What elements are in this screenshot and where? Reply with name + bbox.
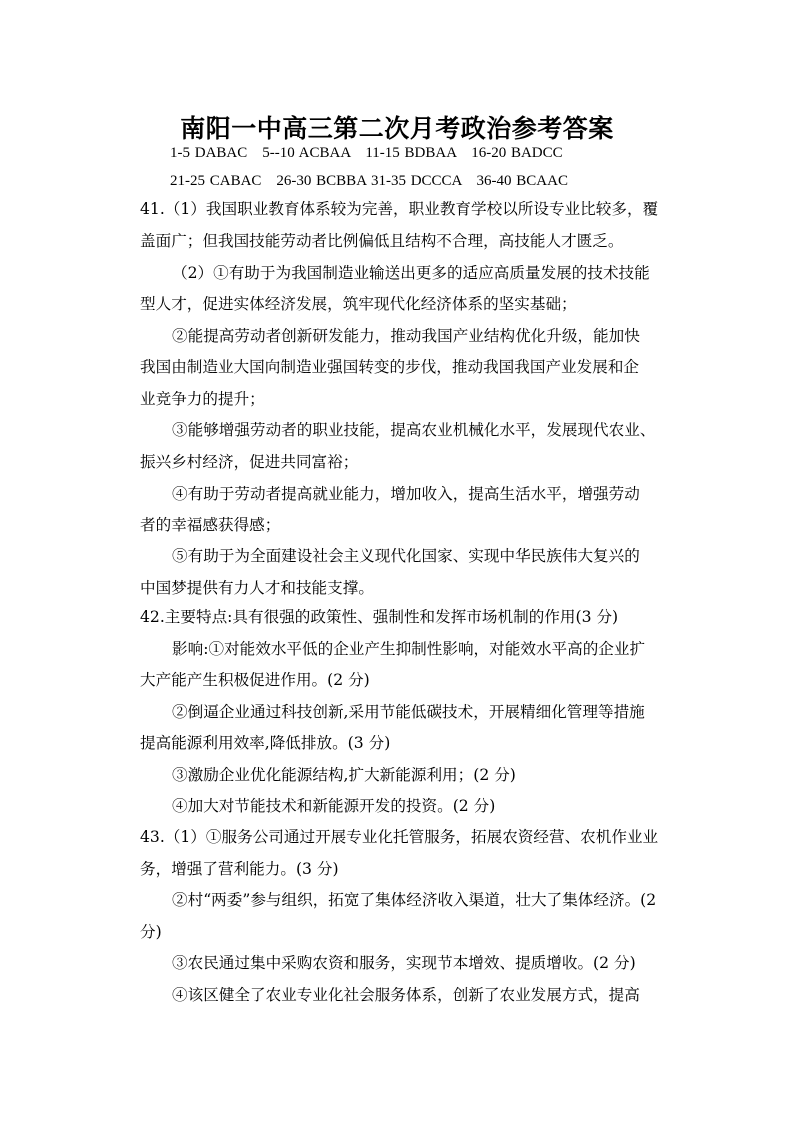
text-line: 影响:①对能效水平低的企业产生抑制性影响，对能效水平高的企业扩 <box>172 640 646 658</box>
text-line: 者的幸福感获得感； <box>140 516 281 534</box>
text-line: 务，增强了营利能力。(3 分) <box>140 860 339 878</box>
text-line: （2）①有助于为我国制造业输送出更多的适应高质量发展的技术技能 <box>172 264 650 282</box>
text-line: ③农民通过集中采购农资和服务，实现节本增效、提质增收。(2 分) <box>172 954 636 972</box>
answer-key-line: 21-25 CABAC 26-30 BCBBA 31-35 DCCCA 36-40 BCAAC <box>170 173 568 189</box>
text-line: ②村“两委”参与组织，拓宽了集体经济收入渠道，壮大了集体经济。(2 <box>172 891 657 909</box>
text-line: ②倒逼企业通过科技创新,采用节能低碳技术，开展精细化管理等措施 <box>172 703 645 721</box>
text-line: 提高能源利用效率,降低排放。(3 分) <box>140 734 391 752</box>
text-line: 中国梦提供有力人才和技能支撑。 <box>140 579 374 597</box>
text-line: 41.（1）我国职业教育体系较为完善，职业教育学校以所设专业比较多，覆 <box>140 200 659 218</box>
text-line: 42.主要特点:具有很强的政策性、强制性和发挥市场机制的作用(3 分) <box>140 608 619 626</box>
text-line: 振兴乡村经济，促进共同富裕； <box>140 453 359 471</box>
text-line: ②能提高劳动者创新研发能力，推动我国产业结构优化升级，能加快 <box>172 327 640 345</box>
text-line: 分) <box>140 923 162 941</box>
text-line: 盖面广；但我国技能劳动者比例偏低且结构不合理，高技能人才匮乏。 <box>140 232 624 250</box>
text-line: 43.（1）①服务公司通过开展专业化托管服务，拓展农资经营、农机作业业 <box>140 828 659 846</box>
text-line: ④有助于劳动者提高就业能力，增加收入，提高生活水平，增强劳动 <box>172 485 640 503</box>
text-line: 型人才，促进实体经济发展，筑牢现代化经济体系的坚实基础； <box>140 295 577 313</box>
text-line: ③能够增强劳动者的职业技能，提高农业机械化水平，发展现代农业、 <box>172 421 656 439</box>
answer-key-line: 1-5 DABAC 5--10 ACBAA 11-15 BDBAA 16-20 BADCC <box>170 145 563 161</box>
text-line: ④该区健全了农业专业化社会服务体系，创新了农业发展方式，提高 <box>172 986 640 1004</box>
text-line: ⑤有助于为全面建设社会主义现代化国家、实现中华民族伟大复兴的 <box>172 547 640 565</box>
text-line: ④加大对节能技术和新能源开发的投资。(2 分) <box>172 797 496 815</box>
text-line: ③激励企业优化能源结构,扩大新能源利用；(2 分) <box>172 766 516 784</box>
page-title: 南阳一中高三第二次月考政治参考答案 <box>180 114 614 143</box>
text-line: 大产能产生积极促进作用。(2 分) <box>140 671 370 689</box>
text-line: 业竞争力的提升； <box>140 390 265 408</box>
text-line: 我国由制造业大国向制造业强国转变的步伐，推动我国我国产业发展和企 <box>140 358 640 376</box>
